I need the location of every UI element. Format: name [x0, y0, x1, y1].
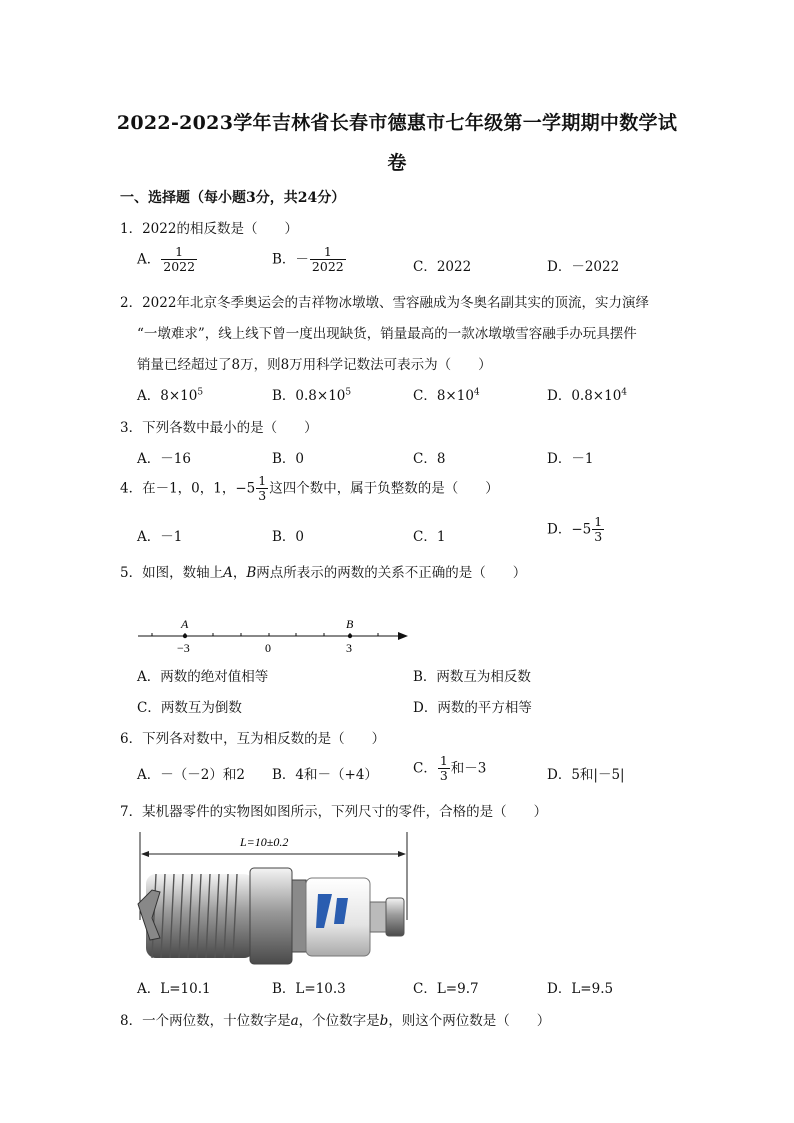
option-text: A．8×10: [137, 388, 198, 404]
tick-label-0: 0: [265, 641, 271, 655]
fraction: [256, 474, 268, 504]
question-4-option-c: C．1: [413, 529, 446, 545]
option-text: C．8×10: [413, 388, 474, 404]
option-prefix: B．－: [272, 251, 309, 268]
numerator: 1: [161, 245, 197, 260]
numerator: 1: [594, 514, 603, 529]
denominator: 2022: [163, 259, 196, 275]
exam-title-line2: 卷: [387, 152, 407, 174]
option-text: D．0.8×10: [547, 388, 622, 404]
question-2-line2: “一墩难求”，线上线下曾一度出现缺货，销量最高的一款冰墩墩雪容融手办玩具摆件: [137, 326, 637, 342]
exam-title-line1: 2022-2023学年吉林省长春市德惠市七年级第一学期期中数学试: [116, 112, 678, 134]
numerator: 1: [439, 753, 448, 768]
stem-text: 这四个数中，属于负整数的是（ ）: [269, 480, 499, 497]
question-5-option-c: C．两数互为倒数: [137, 700, 242, 716]
question-1-option-c: C．2022: [413, 259, 472, 275]
question-2-line1: 2．2022年北京冬季奥运会的吉祥物冰墩墩、雪容融成为冬奥名副其实的顶流，实力演绎: [120, 295, 649, 311]
point-b-label: B: [246, 565, 257, 581]
variable-a: a: [290, 1013, 299, 1029]
numerator: 1: [310, 245, 346, 260]
question-7-option-a: A．L=10.1: [137, 981, 211, 997]
question-5-option-a: A．两数的绝对值相等: [137, 669, 269, 685]
tick-label-3: 3: [346, 641, 352, 655]
question-6-stem: 6．下列各对数中，互为相反数的是（ ）: [120, 731, 386, 747]
option-prefix: A．: [137, 251, 161, 268]
stem-text: 5．如图，数轴上: [120, 565, 224, 581]
question-1-stem: 1．2022的相反数是（ ）: [120, 221, 298, 237]
question-1-option-b: [272, 245, 347, 275]
question-5-option-d: D．两数的平方相等: [413, 700, 532, 716]
point-a-label: A: [223, 565, 233, 581]
option-text: B．0.8×10: [272, 388, 346, 404]
option-text: D．−5: [547, 521, 592, 538]
question-4-option-a: A．－1: [137, 529, 183, 545]
question-7-option-b: B．L=10.3: [272, 981, 346, 997]
question-8-stem: [120, 1009, 550, 1029]
question-7-option-d: D．L=9.5: [547, 981, 614, 997]
axis-arrowhead: [398, 632, 408, 640]
question-3-option-a: A．－16: [137, 451, 191, 467]
point-a-dot: [183, 634, 187, 638]
denominator: 3: [594, 529, 603, 545]
option-text: C．: [413, 760, 437, 777]
number-line-figure: [130, 612, 420, 658]
question-6-option-a: A．－（－2）和2: [137, 767, 245, 783]
fraction: [161, 245, 197, 275]
question-1-option-d: D．－2022: [547, 259, 620, 275]
question-3-option-b: B．0: [272, 451, 305, 467]
question-2-option-b: [272, 384, 351, 404]
question-4-option-b: B．0: [272, 529, 305, 545]
question-4-option-d: [547, 515, 605, 545]
denominator: 3: [439, 768, 448, 784]
exponent: 5: [197, 387, 204, 398]
question-6-option-c: [413, 754, 486, 784]
fraction: [438, 754, 450, 784]
fraction: [310, 245, 346, 275]
dimension-label: L=10±0.2: [240, 835, 289, 849]
point-a-text: A: [181, 617, 189, 631]
question-2-option-d: [547, 384, 627, 404]
spark-plug-figure: [132, 828, 416, 968]
question-2-line3: 销量已经超过了8万，则8万用科学记数法可表示为（ ）: [137, 357, 492, 373]
variable-b: b: [379, 1013, 389, 1029]
question-6-option-b: B．4和－（+4）: [272, 767, 378, 783]
stem-text: ，则这个两位数是（ ）: [388, 1013, 551, 1029]
denominator: 2022: [311, 259, 344, 275]
question-1-option-a: [137, 245, 198, 275]
dimension-arrow-left: [141, 851, 149, 857]
question-2-option-a: [137, 384, 203, 404]
point-b-text: B: [346, 617, 354, 631]
option-text: 和－3: [450, 760, 487, 777]
exponent: 5: [345, 387, 352, 398]
question-5-stem: [120, 561, 526, 581]
exponent: 4: [473, 387, 480, 398]
stem-text: 4．在－1，0，1，−5: [120, 480, 256, 497]
question-3-option-c: C．8: [413, 451, 446, 467]
stem-text: 8．一个两位数，十位数字是: [120, 1013, 291, 1029]
stem-text: ，: [232, 565, 247, 581]
question-5-option-b: B．两数互为相反数: [413, 669, 531, 685]
question-3-option-d: D．－1: [547, 451, 594, 467]
point-b-dot: [348, 634, 352, 638]
question-7-stem: 7．某机器零件的实物图如图所示，下列尺寸的零件，合格的是（ ）: [120, 804, 548, 820]
fraction: [592, 515, 604, 545]
exponent: 4: [621, 387, 628, 398]
question-6-option-d: D．5和|－5|: [547, 767, 625, 783]
dimension-arrow-right: [398, 851, 406, 857]
numerator: 1: [258, 473, 267, 488]
question-7-option-c: C．L=9.7: [413, 981, 479, 997]
stem-text: ，个位数字是: [298, 1013, 380, 1029]
question-2-option-c: [413, 384, 480, 404]
section-heading: 一、选择题（每小题3分，共24分）: [120, 190, 346, 206]
spark-plug-body: [138, 868, 404, 964]
stem-text: 两点所表示的两数的关系不正确的是（ ）: [256, 565, 527, 581]
denominator: 3: [258, 488, 267, 504]
question-3-stem: 3．下列各数中最小的是（ ）: [120, 420, 318, 436]
question-4-stem: [120, 474, 499, 504]
tick-label-neg3: −3: [177, 641, 190, 655]
